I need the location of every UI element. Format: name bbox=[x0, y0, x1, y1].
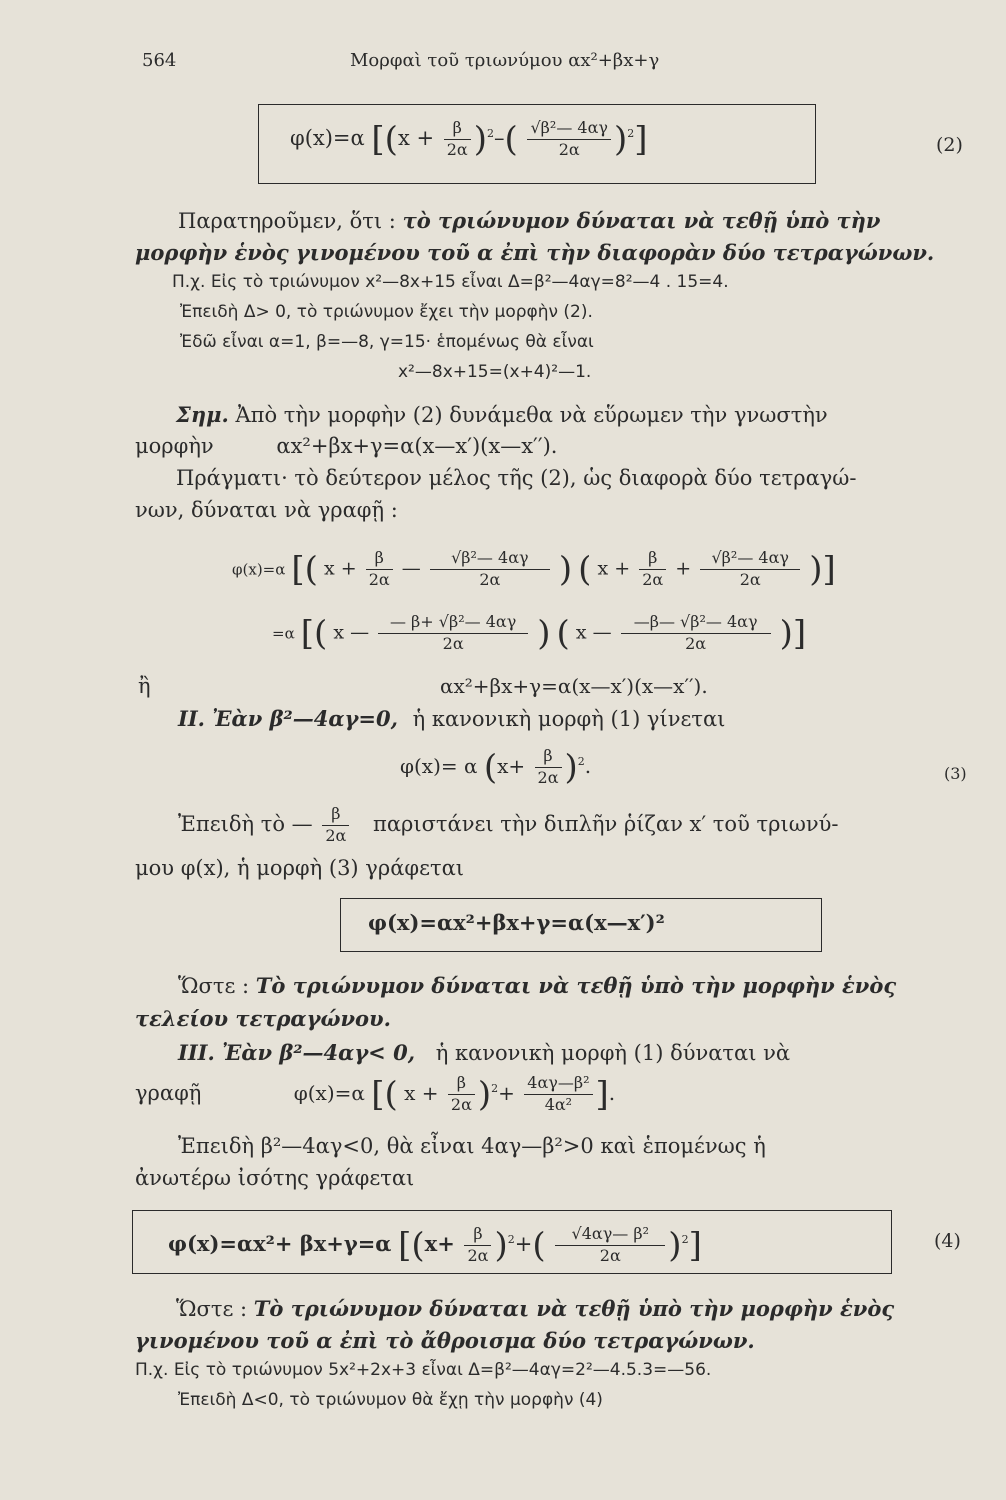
example1-line4: x²—8x+15=(x+4)²—1. bbox=[398, 362, 592, 382]
case3-eq-f1d: 2α bbox=[450, 1094, 472, 1114]
case3-eq-lhs: φ(x)=α bbox=[293, 1080, 365, 1105]
formula-4-f2d: 2α bbox=[599, 1245, 621, 1265]
eq-product1-f4d: 2α bbox=[739, 569, 761, 589]
eq-product1-f2d: 2α bbox=[479, 569, 501, 589]
case2-equation: φ(x)= α (x+ $\frac{\beta}{2\alpha}$ )$^2$. bbox=[400, 746, 592, 788]
conclusion2-emph-b: τελείου τετραγώνου. bbox=[135, 1006, 391, 1031]
formula-4-f1d: 2α bbox=[467, 1245, 489, 1265]
case2-eq-label: (3) bbox=[944, 764, 967, 783]
case2-eq-x: x+ bbox=[497, 753, 526, 778]
example1-line3: Ἐδῶ εἶναι α=1, β=—8, γ=15· ἑπομένως θὰ εἶναι bbox=[180, 332, 594, 352]
formula-4-x: x+ bbox=[424, 1230, 455, 1256]
eq-product1-lhs: φ(x)=α bbox=[232, 560, 286, 579]
formula-4-f2n: √4αγ— β² bbox=[555, 1226, 665, 1246]
page-number: 564 bbox=[142, 50, 177, 71]
formula-2-lhs: φ(x)=α bbox=[290, 125, 365, 150]
case3-line4: ἀνωτέρω ἰσότης γράφεται bbox=[135, 1166, 415, 1190]
formula-2-frac1-num: β bbox=[444, 120, 471, 140]
eq-product1-x1: x + bbox=[324, 557, 357, 580]
formula-4-plus: + bbox=[514, 1231, 533, 1256]
note-line2b: αx²+βx+γ=α(x—x′)(x—x′′). bbox=[276, 434, 558, 458]
formula-2-frac2-num: √β²— 4αγ bbox=[527, 120, 611, 140]
formula-2: φ(x)=α [(x + $\frac{\beta}{2\alpha}$ )$^2$–( $\frac{\text{√β²— 4αγ}}{2\alpha}$ )$^2$] bbox=[290, 118, 648, 160]
case3-equation: γραφῇ φ(x)=α [( x + $\frac{\beta}{2\alpha}$ )$^2$+ $\frac{\text{4αγ—β²}}{\text{4α²}}$ ]. bbox=[135, 1073, 616, 1115]
eq-or-word: ἢ bbox=[138, 674, 151, 698]
note-line1 bbox=[176, 404, 828, 426]
case2-boxed-formula: φ(x)=αx²+βx+γ=α(x—x′)² bbox=[368, 910, 665, 935]
eq-product-1: φ(x)=α [( x + $\frac{\beta}{2\alpha}$ — $\frac{\text{√β²— 4αγ}}{2\alpha}$ ) ( x + $\frac{\beta}{2\alpha}$ + $\frac{\text{√β²— 4αγ}}{2\alpha}$ )] bbox=[232, 548, 836, 590]
case2-line2-fn: β bbox=[322, 806, 349, 826]
example1-line2: Ἐπειδὴ Δ> 0, τὸ τριώνυμον ἔχει τὴν μορφὴν (2). bbox=[180, 302, 593, 322]
example2-line2: Ἐπειδὴ Δ<0, τὸ τριώνυμον θὰ ἔχῃ τὴν μορφὴν (4) bbox=[178, 1390, 603, 1410]
eq-product1-minus: — bbox=[401, 557, 421, 580]
conclusion2-emph-a: Τὸ τριώνυμον δύναται νὰ τεθῇ ὑπὸ τὴν μορφὴν ἑνὸς bbox=[255, 973, 897, 998]
eq-product1-plus: + bbox=[675, 557, 692, 580]
conclusion3-emph-b: γινομένου τοῦ α ἐπὶ τὸ ἄθροισμα δύο τετραγώνων. bbox=[135, 1328, 755, 1353]
para1-emph-b: μορφὴν ἑνὸς γινομένου τοῦ α ἐπὶ τὴν διαφορὰν δύο τετραγώνων. bbox=[135, 240, 935, 265]
eq-product1-f2n: √β²— 4αγ bbox=[430, 550, 550, 570]
eq-product1-x2: x + bbox=[597, 557, 631, 580]
case2-line3: μου φ(x), ἡ μορφὴ (3) γράφεται bbox=[135, 856, 464, 880]
note-line2 bbox=[135, 436, 557, 457]
case2-line2a: Ἐπειδὴ τὸ — bbox=[178, 811, 313, 836]
example2-line1: Π.χ. Εἰς τὸ τριώνυμον 5x²+2x+3 εἶναι Δ=β²—4αγ=2²—4.5.3=—56. bbox=[135, 1360, 712, 1380]
example1-line1: Π.χ. Εἰς τὸ τριώνυμον x²—8x+15 εἶναι Δ=β²—4αγ=8²—4 . 15=4. bbox=[172, 272, 729, 292]
formula-2-frac2-den: 2α bbox=[558, 139, 580, 159]
note-text: Ἀπὸ τὴν μορφὴν (2) δυνάμεθα νὰ εὕρωμεν τὴν γνωστὴν bbox=[235, 403, 828, 427]
formula-4-lhs: φ(x)=αx²+ βx+γ=α bbox=[168, 1230, 392, 1256]
case3-eq-f2d: 4α² bbox=[544, 1094, 573, 1114]
para1-line1 bbox=[178, 210, 881, 232]
case2-line2 bbox=[178, 806, 838, 845]
eq-product2-f2d: 2α bbox=[685, 633, 707, 653]
case2-head: II. Ἐὰν β²—4αγ=0, bbox=[178, 706, 398, 731]
eq-product1-f1n: β bbox=[366, 550, 393, 570]
formula-4: φ(x)=αx²+ βx+γ=α [(x+ $\frac{\beta}{2\alpha}$ )$^2$+( $\frac{\text{√4αγ— β²}}{2\alpha}$ )$^2$] bbox=[168, 1224, 702, 1266]
conclusion2-line1 bbox=[178, 975, 896, 997]
case3-head: III. Ἐὰν β²—4αγ< 0, bbox=[178, 1040, 416, 1065]
case3-eq-x: x + bbox=[404, 1080, 439, 1105]
eq-product1-f1d: 2α bbox=[368, 569, 390, 589]
eq-product-2: =α [( x — $\frac{\text{— β+ √β²— 4αγ}}{2\alpha}$ ) ( x — $\frac{\text{—β— √β²— 4αγ}}{2\alpha}$ )] bbox=[272, 612, 807, 654]
formula-2-label: (2) bbox=[936, 134, 963, 156]
case2-line2b: παριστάνει τὴν διπλῆν ῥίζαν x′ τοῦ τριωνύ- bbox=[373, 811, 839, 836]
case2-eq-lhs: φ(x)= α bbox=[400, 753, 478, 778]
eq-product2-f1d: 2α bbox=[442, 633, 464, 653]
case3-eq-f1n: β bbox=[448, 1075, 475, 1095]
conclusion3-emph-a: Τὸ τριώνυμον δύναται νὰ τεθῇ ὑπὸ τὴν μορφὴν ἑνὸς bbox=[253, 1296, 895, 1321]
case3-text: ἡ κανονικὴ μορφὴ (1) δύναται νὰ bbox=[435, 1041, 791, 1065]
formula-2-frac1-den: 2α bbox=[446, 139, 468, 159]
running-title: Μορφαὶ τοῦ τριωνύμου αx²+βx+γ bbox=[350, 50, 660, 71]
eq-product2-x1: x — bbox=[333, 621, 370, 644]
case2-line1 bbox=[178, 708, 725, 730]
note-line2a: μορφὴν bbox=[135, 434, 214, 458]
eq-product1-f3n: β bbox=[639, 550, 666, 570]
case2-eq-fd: 2α bbox=[537, 767, 559, 787]
para1-emph-a: τὸ τριώνυμον δύναται νὰ τεθῇ ὑπὸ τὴν bbox=[402, 208, 881, 233]
case3-eq-plus: + bbox=[498, 1080, 515, 1105]
formula-2-term: x + bbox=[397, 125, 435, 150]
note-label: Σημ. bbox=[176, 402, 229, 427]
note-line3: Πράγματι· τὸ δεύτερον μέλος τῆς (2), ὡς διαφορὰ δύο τετραγώ- bbox=[176, 466, 857, 490]
case3-eq-f2n: 4αγ—β² bbox=[524, 1075, 592, 1095]
eq-product1-f3d: 2α bbox=[642, 569, 664, 589]
conclusion3-line1 bbox=[176, 1298, 894, 1320]
case2-text: ἡ κανονικὴ μορφὴ (1) γίνεται bbox=[412, 707, 726, 731]
note-line4: νων, δύναται νὰ γραφῇ : bbox=[135, 498, 398, 522]
eq-product1-f4n: √β²— 4αγ bbox=[700, 550, 800, 570]
formula-4-label: (4) bbox=[934, 1230, 961, 1252]
case2-eq-fn: β bbox=[535, 748, 562, 768]
formula-4-f1n: β bbox=[464, 1226, 491, 1246]
eq-product2-f2n: —β— √β²— 4αγ bbox=[621, 614, 771, 634]
eq-or-text: αx²+βx+γ=α(x—x′)(x—x′′). bbox=[440, 674, 708, 698]
eq-product2-f1n: — β+ √β²— 4αγ bbox=[378, 614, 528, 634]
conclusion3-lead: Ὥστε : bbox=[176, 1297, 248, 1321]
eq-product2-lhs: =α bbox=[272, 624, 295, 643]
case3-line3: Ἐπειδὴ β²—4αγ<0, θὰ εἶναι 4αγ—β²>0 καὶ ἑπομένως ἡ bbox=[178, 1134, 766, 1158]
case3-line2a: γραφῇ bbox=[135, 1080, 202, 1105]
conclusion2-lead: Ὥστε : bbox=[178, 974, 250, 998]
para1-lead: Παρατηροῦμεν, ὅτι : bbox=[178, 209, 396, 233]
case3-line1 bbox=[178, 1042, 790, 1064]
case2-line2-fd: 2α bbox=[325, 825, 347, 845]
eq-product2-x2: x — bbox=[575, 621, 612, 644]
